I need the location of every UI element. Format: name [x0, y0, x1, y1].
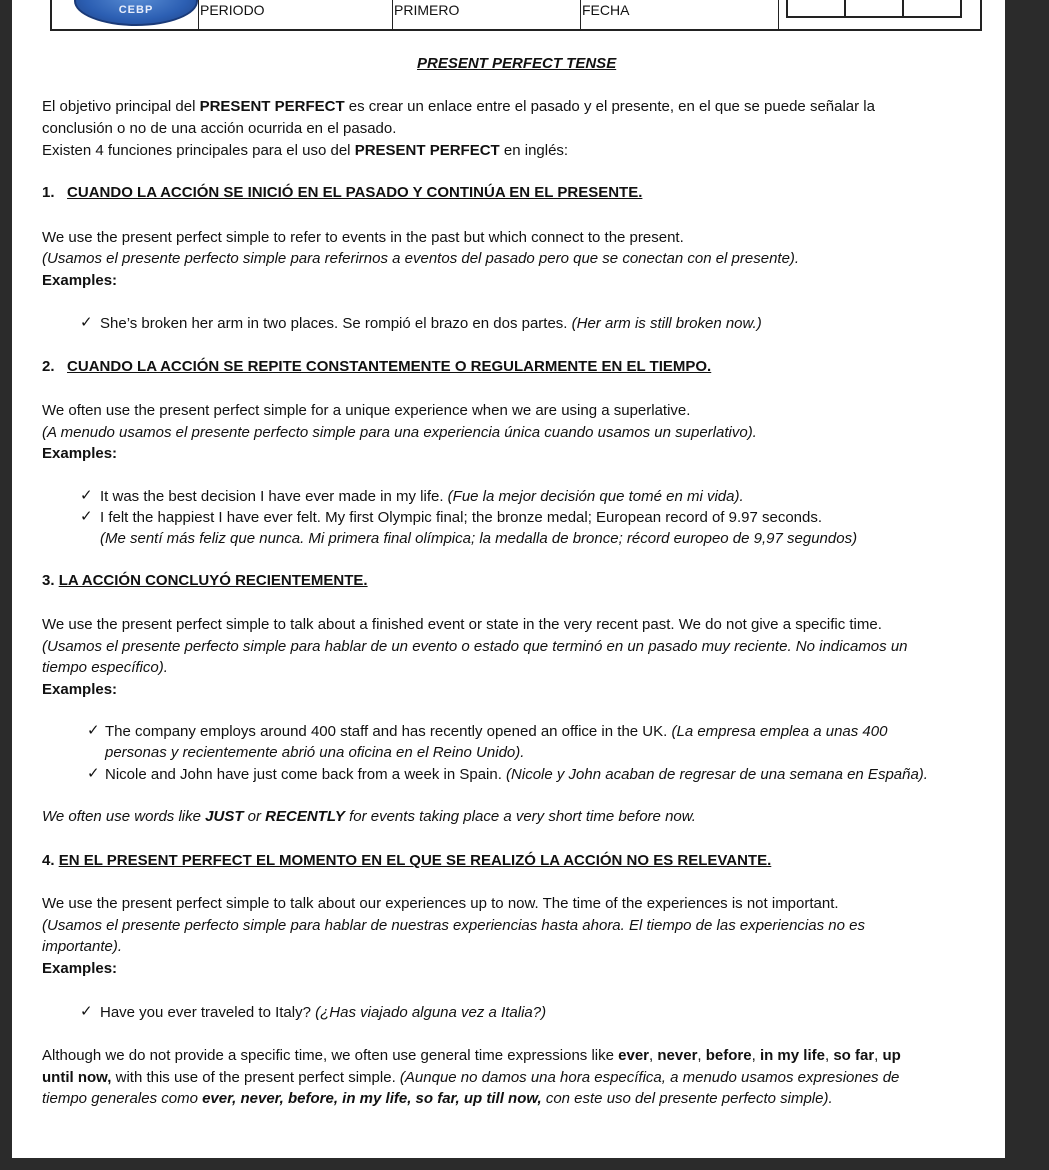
primero-label: PRIMERO — [394, 2, 460, 18]
final-paragraph-line-3: tiempo generales como ever, never, before, in my life, so far, up till now, con este uso del presente perfecto simple). — [42, 1090, 833, 1107]
section-2-example-2: I felt the happiest I have ever felt. My first Olympic final; the bronze medal; European record of 9.97 seconds. — [100, 509, 823, 526]
section-3-example-2: Nicole and John have just come back from a week in Spain. (Nicole y John acaban de regresar de una semana en España). — [105, 766, 928, 783]
header-divider — [392, 0, 393, 29]
section-2-en: We often use the present perfect simple for a unique experience when we are using a superlative. — [42, 402, 691, 419]
section-1-heading: 1. CUANDO LA ACCIÓN SE INICIÓ EN EL PASADO Y CONTINÚA EN EL PRESENTE. — [42, 184, 643, 201]
section-3-heading: 3. LA ACCIÓN CONCLUYÓ RECIENTEMENTE. — [42, 572, 368, 589]
logo-text: CEBP — [118, 4, 154, 16]
final-paragraph-line-2: until now, with this use of the present perfect simple. (Aunque no damos una hora específica, a menudo usamos expresiones de — [42, 1069, 900, 1086]
section-4-heading: 4. EN EL PRESENT PERFECT EL MOMENTO EN EL QUE SE REALIZÓ LA ACCIÓN NO ES RELEVANTE. — [42, 852, 772, 869]
check-icon: ✓ — [80, 508, 93, 525]
section-4-es-2: importante). — [42, 938, 123, 955]
section-2-example-2-translation: (Me sentí más feliz que nunca. Mi primera final olímpica; la medalla de bronce; récord europeo de 9,97 segundos) — [100, 530, 858, 547]
section-4-examples-label: Examples: — [42, 960, 118, 977]
grade-boxes — [786, 0, 962, 18]
fecha-label: FECHA — [582, 2, 630, 18]
section-3-examples-label: Examples: — [42, 681, 118, 698]
check-icon: ✓ — [87, 722, 100, 739]
section-3-es-2: tiempo específico). — [42, 659, 168, 676]
section-3-note: We often use words like JUST or RECENTLY for events taking place a very short time before now. — [42, 808, 696, 825]
periodo-label: PERIODO — [200, 2, 265, 18]
section-1-examples-label: Examples: — [42, 272, 118, 289]
section-4-example-1: Have you ever traveled to Italy? (¿Has viajado alguna vez a Italia?) — [100, 1004, 547, 1021]
section-4-es-1: (Usamos el presente perfecto simple para hablar de nuestras experiencias hasta ahora. El tiempo de las experiencias no es — [42, 917, 865, 934]
section-4-en: We use the present perfect simple to talk about our experiences up to now. The time of the experiences is not important. — [42, 895, 839, 912]
header-table — [50, 0, 982, 31]
final-paragraph-line-1: Although we do not provide a specific time, we often use general time expressions like ever, never, before, in my life, so far, up — [42, 1047, 901, 1064]
section-2-es: (A menudo usamos el presente perfecto simple para una experiencia única cuando usamos un superlativo). — [42, 424, 757, 441]
section-1-es: (Usamos el presente perfecto simple para referirnos a eventos del pasado pero que se conectan con el presente). — [42, 250, 800, 267]
document-page — [12, 0, 1005, 1158]
section-2-example-1: It was the best decision I have ever made in my life. (Fue la mejor decisión que tomé en mi vida). — [100, 488, 744, 505]
header-divider — [778, 0, 779, 29]
section-3-example-1: The company employs around 400 staff and has recently opened an office in the UK. (La empresa emplea a unas 400 — [105, 723, 888, 740]
header-divider — [580, 0, 581, 29]
check-icon: ✓ — [80, 487, 93, 504]
section-1-example-1: She’s broken her arm in two places. Se rompió el brazo en dos partes. (Her arm is still broken now.) — [100, 315, 762, 332]
section-2-heading: 2. CUANDO LA ACCIÓN SE REPITE CONSTANTEMENTE O REGULARMENTE EN EL TIEMPO. — [42, 358, 712, 375]
section-3-es-1: (Usamos el presente perfecto simple para hablar de un evento o estado que terminó en un pasado muy reciente. No indicamos un — [42, 638, 908, 655]
section-2-examples-label: Examples: — [42, 445, 118, 462]
intro-line-1: El objetivo principal del PRESENT PERFECT es crear un enlace entre el pasado y el presente, en el que se puede señalar la — [42, 98, 875, 115]
section-1-en: We use the present perfect simple to refer to events in the past but which connect to the present. — [42, 229, 684, 246]
header-divider — [198, 0, 199, 29]
section-3-en: We use the present perfect simple to talk about a finished event or state in the very recent past. We do not give a specific time. — [42, 616, 882, 633]
intro-line-2: conclusión o no de una acción ocurrida en el pasado. — [42, 120, 397, 137]
school-logo — [74, 0, 198, 26]
check-icon: ✓ — [80, 1003, 93, 1020]
page-title: PRESENT PERFECT TENSE — [417, 55, 617, 72]
check-icon: ✓ — [87, 765, 100, 782]
section-3-example-1-cont: personas y recientemente abrió una oficina en el Reino Unido). — [105, 744, 525, 761]
intro-line-3: Existen 4 funciones principales para el uso del PRESENT PERFECT en inglés: — [42, 142, 569, 159]
check-icon: ✓ — [80, 314, 93, 331]
